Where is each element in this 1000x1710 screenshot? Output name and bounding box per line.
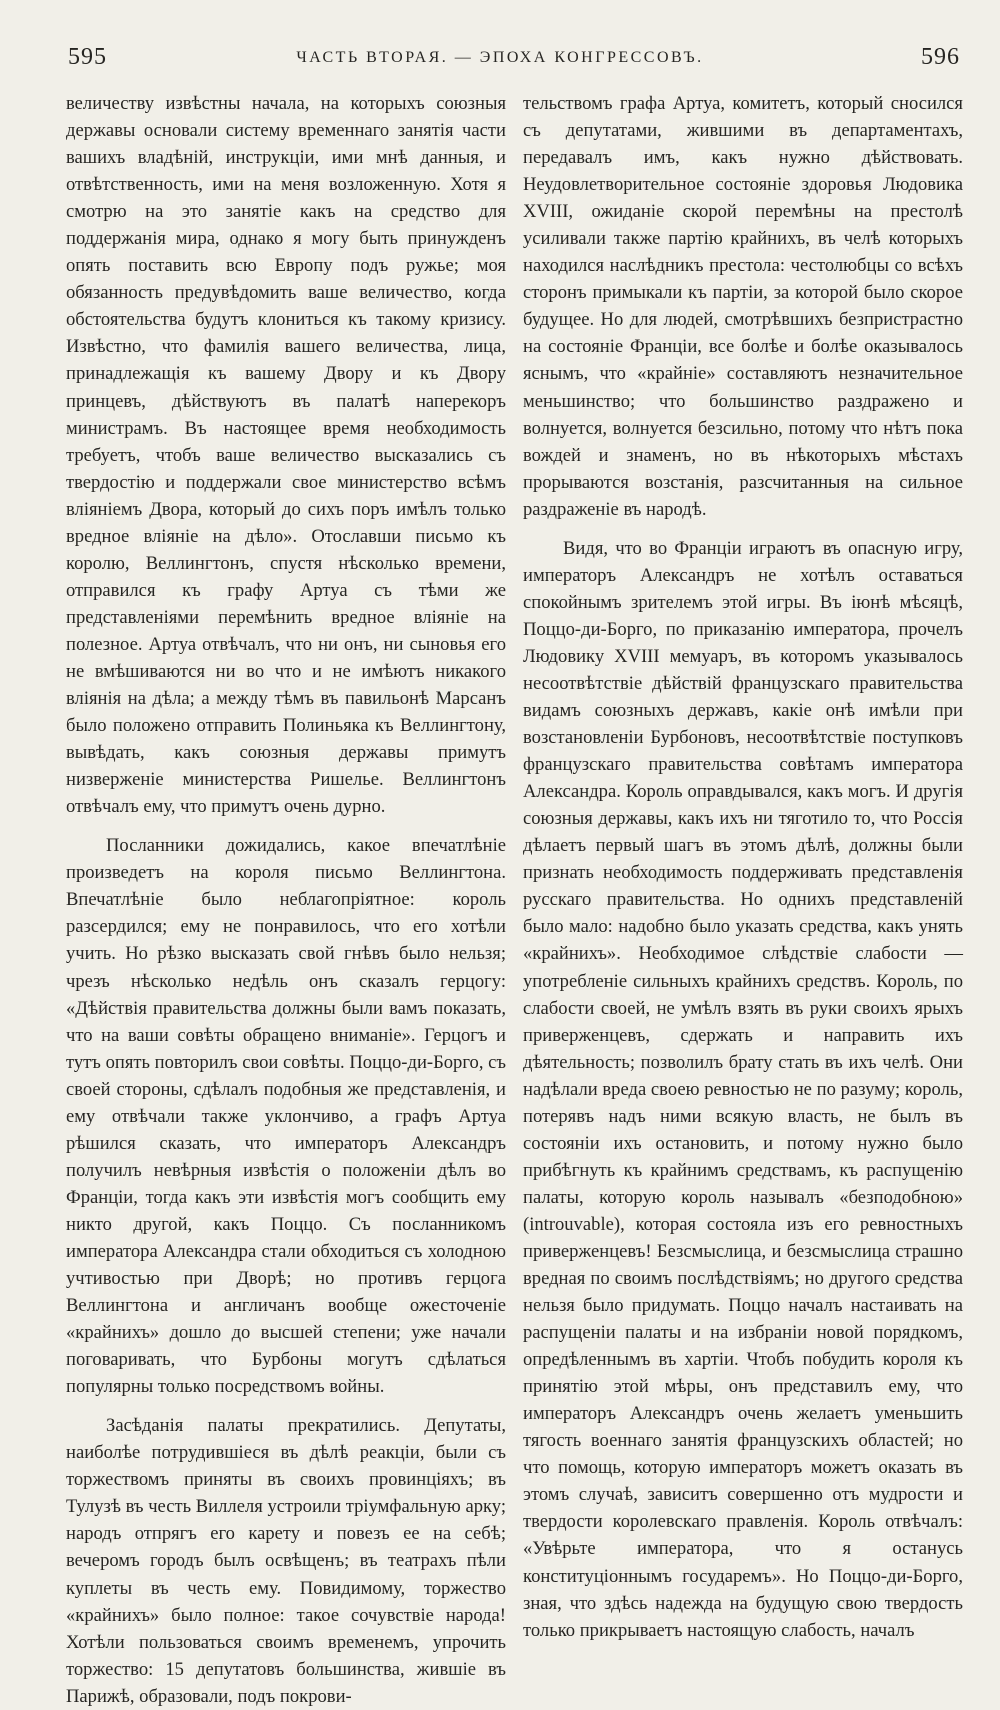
paragraph: величеству извѣстны начала, на которыхъ союзныя державы основали систему временнаго занятія части вашихъ владѣній, инструкціи, ими мнѣ данныя, и отвѣтственность, ими на меня возложенную. Хотя я смотрю на это занятіе какъ на средство для поддержанія мира, однако я могу быть принужденъ опять поставить всю Европу подъ ружье; моя обязанность предувѣдомить ваше величество, когда обстоятельства будутъ клониться къ такому кризису. Извѣстно, что фамилія вашего величества, лица, принадлежащія къ вашему Двору и къ Двору принцевъ, дѣйствуютъ въ палатѣ наперекоръ министрамъ. Въ настоящее время необходимость требуетъ, чтобъ ваше величество высказались съ твердостію и поддержали свое министерство всѣмъ вліяніемъ Двора, который до сихъ поръ имѣлъ только вредное вліяніе на дѣло». Отославши письмо къ королю, Веллингтонъ, спустя нѣсколько времени, отправился къ графу Артуа съ тѣми же представленіями перемѣнить вредное вліяніе на полезное. Артуа отвѣчалъ, что ни онъ, ни сыновья его не вмѣшиваются ни во что и не имѣютъ никакого вліянія на дѣла; а между тѣмъ въ павильонѣ Марсанъ было положено отправить Полиньяка къ Веллингтону, вывѣдать, какъ союзныя державы примутъ низверженіе министерства Ришелье. Веллингтонъ отвѣчалъ ему, что примутъ очень дурно. bbox=[66, 93, 506, 818]
running-title: ЧАСТЬ ВТОРАЯ. — ЭПОХА КОНГРЕССОВЪ. bbox=[296, 49, 704, 66]
right-column bbox=[523, 90, 963, 1644]
page-number-left: 595 bbox=[68, 44, 107, 70]
page-number-right: 596 bbox=[921, 44, 960, 70]
paragraph: Видя, что во Франціи играютъ въ опасную игру, императоръ Александръ не хотѣлъ оставаться спокойнымъ зрителемъ этой игры. Въ іюнѣ мѣсяцѣ, Поццо-ди-Борго, по приказанію императора, прочелъ Людовику XVIII мемуаръ, въ которомъ указывалось несоотвѣтствіе дѣйствій французскаго правительства видамъ союзныхъ державъ, какіе онѣ имѣли при возстановленіи Бурбоновъ, несоотвѣтствіе поступковъ французскаго правительства совѣтамъ императора Александра. Король оправдывался, какъ могъ. И другія союзныя державы, какъ ихъ ни тяготило то, что Россія дѣлаетъ первый шагъ въ этомъ дѣлѣ, должны были признать необходимость поддерживать представленія русскаго правительства. Но однихъ представленій было мало: надобно было указать средства, какъ унять «крайнихъ». Необходимое слѣдствіе слабости — употребленіе сильныхъ крайнихъ средствъ. Король, по слабости своей, не умѣлъ взять въ руки своихъ ярыхъ приверженцевъ, сдержать и направить ихъ дѣятельность; позволилъ брату стать въ ихъ челѣ. Они надѣлали вреда своею ревностью не по разуму; король, потерявъ надъ ними всякую власть, не былъ въ состояніи ихъ остановить, и потому нужно было прибѣгнуть къ крайнимъ средствамъ, къ распущенію палаты, которую король называлъ «безподобною» (introuvable), которая состояла изъ его ревностныхъ приверженцевъ! Безсмыслица, и безсмыслица страшно вредная по своимъ послѣдствіямъ; но другого средства нельзя было придумать. Поццо началъ настаивать на распущеніи палаты и на избраніи новой порядкомъ, опредѣленнымъ въ хартіи. Чтобъ побудить короля къ принятію этой мѣры, онъ представилъ ему, что императоръ Александръ очень желаетъ уменьшить тягость военнаго занятія французскихъ областей; но что помощь, которую императоръ можетъ оказать въ этомъ случаѣ, зависитъ совершенно отъ мудрости и твердости королевскаго правленія. Король отвѣчалъ: «Увѣрьте императора, что я останусь конституціоннымъ государемъ». Но Поццо-ди-Борго, зная, что здѣсь надежда на будущую свою твердость только прикрываетъ настоящую слабость, началъ bbox=[523, 537, 963, 1641]
paragraph: Засѣданія палаты прекратились. Депутаты, наиболѣе потрудившіеся въ дѣлѣ реакціи, были съ торжествомъ приняты въ своихъ провинціяхъ; въ Тулузѣ въ честь Виллеля устроили тріумфальную арку; народъ отпрягъ его карету и повезъ ее на себѣ; вечеромъ городъ былъ освѣщенъ; въ театрахъ пѣли куплеты въ честь ему. Повидимому, торжество «крайнихъ» было полное: такое сочувствіе народа! Хотѣли пользоваться своимъ временемъ, упрочить торжество: 15 депутатовъ большинства, жившіе въ Парижѣ, образовали, подъ покрови- bbox=[66, 1415, 506, 1707]
paragraph: Посланники дожидались, какое впечатлѣніе произведетъ на короля письмо Веллингтона. Впечатлѣніе было неблагопріятное: король разсердился; ему не понравилось, что его хотѣли учить. Но рѣзко высказать свой гнѣвъ было нельзя; чрезъ нѣсколько недѣль онъ сказалъ герцогу: «Дѣйствія правительства должны были вамъ показать, что на ваши совѣты обращено вниманіе». Герцогъ и тутъ опять повторилъ свои совѣты. Поццо-ди-Борго, съ своей стороны, сдѣлалъ подобныя же представленія, и ему отвѣчали также уклончиво, а графъ Артуа рѣшился сказать, что императоръ Александръ получилъ невѣрныя извѣстія о положеніи дѣлъ во Франціи, тогда какъ эти извѣстія могъ сообщить ему никто другой, какъ Поццо. Съ посланникомъ императора Александра стали обходиться съ холодною учтивостью при Дворѣ; но противъ герцога Веллингтона и англичанъ вообще ожесточеніе «крайнихъ» дошло до высшей степени; уже начали поговаривать, что Бурбоны могутъ сдѣлаться популярны только посредствомъ войны. bbox=[66, 835, 506, 1398]
left-column bbox=[66, 90, 506, 1710]
paragraph: тельствомъ графа Артуа, комитетъ, который сносился съ депутатами, жившими въ департаментахъ, передавалъ имъ, какъ нужно дѣйствовать. Неудовлетворительное состояніе здоровья Людовика XVIII, ожиданіе скорой перемѣны на престолѣ усиливали также партію крайнихъ, въ челѣ которыхъ находился наслѣдникъ престола: честолюбцы со всѣхъ сторонъ примыкали къ партіи, за которой было скорое будущее. Но для людей, смотрѣвшихъ безпристрастно на состояніе Франціи, все болѣе и болѣе оказывалось яснымъ, что «крайніе» составляютъ незначительное меньшинство; что большинство раздражено и волнуется, волнуется безсильно, потому что нѣтъ пока вождей и знаменъ, но въ нѣкоторыхъ мѣстахъ прорываются возстанія, разсчитанныя на сильное раздраженіе въ народѣ. bbox=[523, 93, 963, 520]
